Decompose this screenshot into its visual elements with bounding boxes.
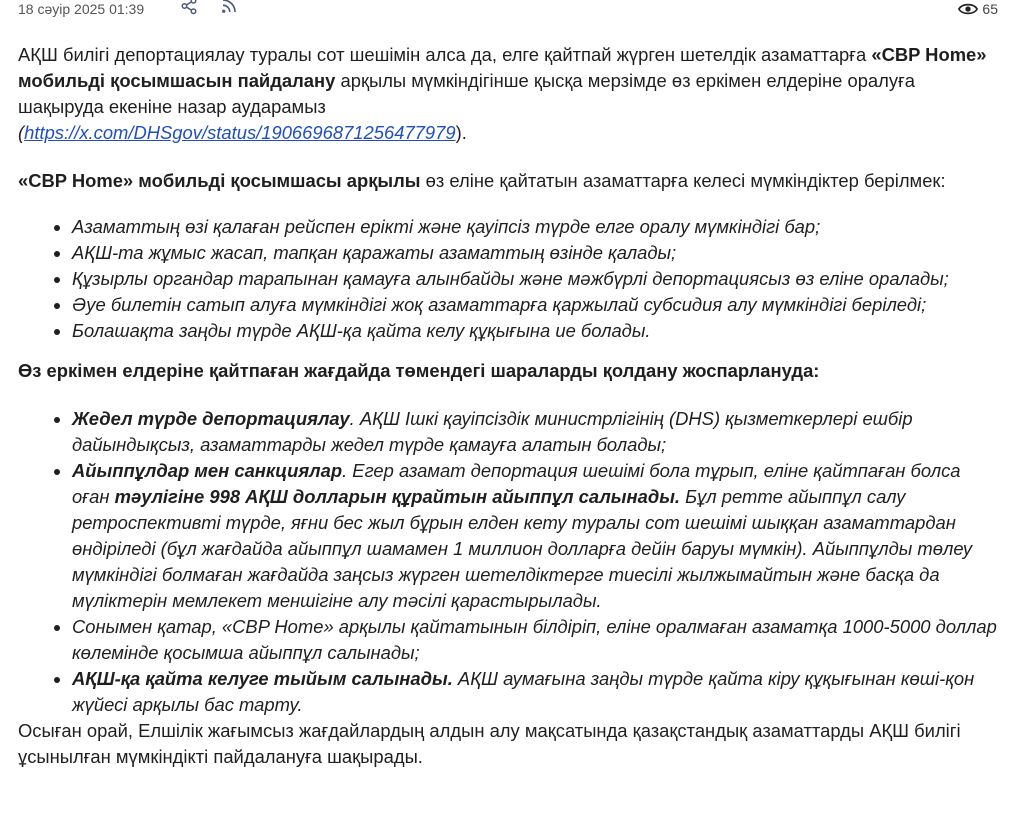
list-item: [72, 406, 1003, 458]
intro-bold: «CBP Home» мобильді қосымшасын пайдалану: [18, 44, 987, 91]
article-body: [18, 42, 1003, 770]
list-item: • Әуе билетін сатып алуға мүмкіндігі жоқ азаматтарға қаржылай субсидия алу мүмкіндігі беріледі;: [72, 292, 1003, 318]
closing-paragraph: Осыған орай, Елшілік жағымсыз жағдайлардың алдын алу мақсатында қазақстандық азаматтарды АҚШ билігі ұсынылған мүмкіндікті пайдалануға шақырады.: [18, 720, 961, 767]
list-item: • Азаматтың өзі қалаған рейспен ерікті және қауіпсіз түрде елге оралу мүмкіндігі бар;: [72, 214, 1003, 240]
measure-1-text: . АҚШ Ішкі қауіпсіздік министрлігінің (DHS) қызметкерлері ешбір дайындықсыз, азаматтарды жедел түрде қамауға алатын болады;: [72, 408, 913, 455]
measure-2-text-1: . Егер азамат депортация шешімі бола тұрып, еліне қайтпаған болса оған: [72, 460, 961, 507]
list-item: • Болашақта заңды түрде АҚШ-қа қайта келу құқығына ие болады.: [72, 318, 1003, 344]
features-list: [18, 214, 1003, 344]
list-item: [72, 666, 1003, 718]
measure-2-title: Айыппұлдар мен санкциялар: [72, 460, 343, 481]
link-paren-open: (: [18, 122, 25, 143]
measure-1-title: Жедел түрде депортациялау: [72, 408, 350, 429]
measure-4-text: АҚШ аумағына заңды түрде қайта кіру құқығынан көші-қон жүйесі арқылы бас тарту.: [72, 668, 975, 715]
view-count-value: 65: [982, 1, 998, 17]
share-icon[interactable]: [180, 0, 198, 15]
eye-icon: [958, 2, 978, 16]
rss-icon[interactable]: [220, 0, 238, 15]
article-meta-bar: [0, 0, 1024, 22]
list-item: • Сонымен қатар, «CBP Home» арқылы қайтатынын білдіріп, еліне оралмаған азаматқа 1000-5000 доллар көлемінде қосымша айыппұл салынады;: [72, 614, 1003, 666]
dhs-status-link[interactable]: https://x.com/DHSgov/status/1906696871256477979: [24, 122, 456, 143]
measures-heading: Өз еркімен елдеріне қайтпаған жағдайда төмендегі шараларды қолдану жоспарлануда:: [18, 360, 820, 381]
view-count: [958, 0, 998, 22]
measure-2-text-2: Бұл ретте айыппұл салу ретроспективті түрде, яғни бес жыл бұрын елден кету туралы сот шешімі шыққан азаматтардан өндіріледі (бұл жағдайда айыппұл шамамен 1 миллион долларға дейін баруы мүмкін). Айыппұлды төлеу мүмкіндігі болмаған жағдайда заңсыз жүрген шетелдіктерге тиесілі жылжымайтын және басқа да мүліктерін мемлекет меншігіне алу тәсілі қарастырылады.: [72, 486, 973, 611]
measure-2-bold-fine: тәулігіне 998 АҚШ долларын құрайтын айыппұл салынады.: [114, 486, 681, 507]
list-item: • АҚШ-та жұмыс жасап, тапқан қаражаты азаматтың өзінде қалады;: [72, 240, 1003, 266]
features-intro-paragraph: [18, 168, 1003, 194]
intro-text-1: АҚШ билігі депортациялау туралы сот шешімін алса да, елге қайтпай жүрген шетелдік азаматтарға: [18, 44, 872, 65]
list-item: [72, 458, 1003, 614]
link-paren-close: ).: [455, 122, 467, 143]
list-item: • Құзырлы органдар тарапынан қамауға алынбайды және мәжбүрлі депортациясыз өз еліне оралады;: [72, 266, 1003, 292]
features-intro-bold: «CBP Home» мобильді қосымшасы арқылы: [18, 170, 421, 191]
features-intro-text: өз еліне қайтатын азаматтарға келесі мүмкіндіктер берілмек:: [420, 170, 946, 191]
intro-text-2: арқылы мүмкіндігінше қысқа мерзімде өз еркімен елдеріне оралуға шақыруда екеніне назар аударамыз: [18, 70, 916, 117]
measures-list: [18, 406, 1003, 718]
measure-4-title: АҚШ-қа қайта келуге тыйым салынады.: [72, 668, 453, 689]
intro-paragraph: [18, 42, 1003, 146]
publish-date: 18 сәуір 2025 01:39: [18, 1, 145, 17]
